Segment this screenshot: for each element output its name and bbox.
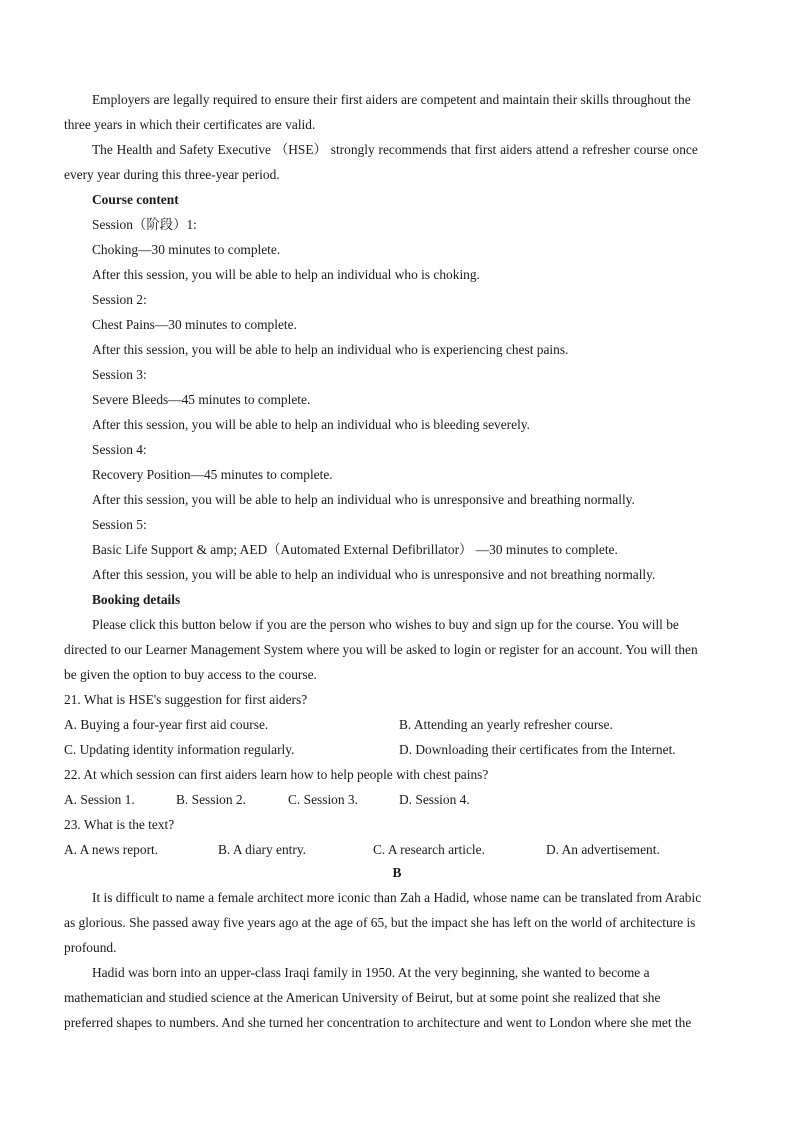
session-outcome: After this session, you will be able to help an individual who is unresponsive and breathing normally. <box>92 492 635 507</box>
session-title: Session（阶段）1: <box>92 217 197 232</box>
answer-option: A. A news report. <box>64 842 159 857</box>
paragraph-line: be given the option to buy access to the course. <box>64 667 317 682</box>
paragraph-line: It is difficult to name a female architect more iconic than Zah a Hadid, whose name can be translated from Arabic <box>92 890 702 905</box>
paragraph-line: mathematician and studied science at the American University of Beirut, but at some point she realized that she <box>64 990 661 1005</box>
session-topic: Recovery Position—45 minutes to complete. <box>92 467 333 482</box>
question-stem: 23. What is the text? <box>64 817 175 832</box>
paragraph-line: Please click this button below if you are the person who wishes to buy and sign up for the course. You will be <box>92 617 679 632</box>
booking-heading: Booking details <box>92 592 181 607</box>
answer-option: B. Attending an yearly refresher course. <box>399 717 613 732</box>
question-stem: 22. At which session can first aiders learn how to help people with chest pains? <box>64 767 489 782</box>
session-topic: Chest Pains—30 minutes to complete. <box>92 317 297 332</box>
session-title: Session 5: <box>92 517 147 532</box>
paragraph-line: The Health and Safety Executive （HSE） strongly recommends that first aiders attend a refresher course once <box>92 142 698 157</box>
answer-option: C. Session 3. <box>288 792 358 807</box>
section-label: B <box>392 865 402 880</box>
answer-option: D. An advertisement. <box>546 842 660 857</box>
course-content-heading: Course content <box>92 192 179 207</box>
answer-option: B. Session 2. <box>176 792 246 807</box>
paragraph-line: Hadid was born into an upper-class Iraqi family in 1950. At the very beginning, she wanted to become a <box>92 965 650 980</box>
session-outcome: After this session, you will be able to help an individual who is bleeding severely. <box>92 417 530 432</box>
session-topic: Basic Life Support & amp; AED（Automated External Defibrillator） —30 minutes to complete. <box>92 542 618 557</box>
session-title: Session 3: <box>92 367 147 382</box>
paragraph-line: directed to our Learner Management System where you will be asked to login or register for an account. You will then <box>64 642 698 657</box>
session-topic: Severe Bleeds—45 minutes to complete. <box>92 392 311 407</box>
session-outcome: After this session, you will be able to help an individual who is unresponsive and not breathing normally. <box>92 567 656 582</box>
session-title: Session 4: <box>92 442 147 457</box>
answer-option: B. A diary entry. <box>218 842 307 857</box>
answer-option: C. Updating identity information regularly. <box>64 742 295 757</box>
answer-option: A. Buying a four-year first aid course. <box>64 717 269 732</box>
answer-option: D. Downloading their certificates from the Internet. <box>399 742 676 757</box>
paragraph-line: profound. <box>64 940 117 955</box>
session-outcome: After this session, you will be able to help an individual who is experiencing chest pains. <box>92 342 569 357</box>
paragraph-line: as glorious. She passed away five years ago at the age of 65, but the impact she has left on the world of architecture is <box>64 915 696 930</box>
session-topic: Choking—30 minutes to complete. <box>92 242 281 257</box>
answer-option: C. A research article. <box>373 842 485 857</box>
paragraph-line: three years in which their certificates are valid. <box>64 117 316 132</box>
answer-option: D. Session 4. <box>399 792 470 807</box>
paragraph-line: Employers are legally required to ensure their first aiders are competent and maintain their skills throughout the <box>92 92 691 107</box>
session-title: Session 2: <box>92 292 147 307</box>
session-outcome: After this session, you will be able to help an individual who is choking. <box>92 267 480 282</box>
question-stem: 21. What is HSE's suggestion for first aiders? <box>64 692 308 707</box>
answer-option: A. Session 1. <box>64 792 135 807</box>
paragraph-line: every year during this three-year period. <box>64 167 280 182</box>
paragraph-line: preferred shapes to numbers. And she turned her concentration to architecture and went to London where she met the <box>64 1015 692 1030</box>
